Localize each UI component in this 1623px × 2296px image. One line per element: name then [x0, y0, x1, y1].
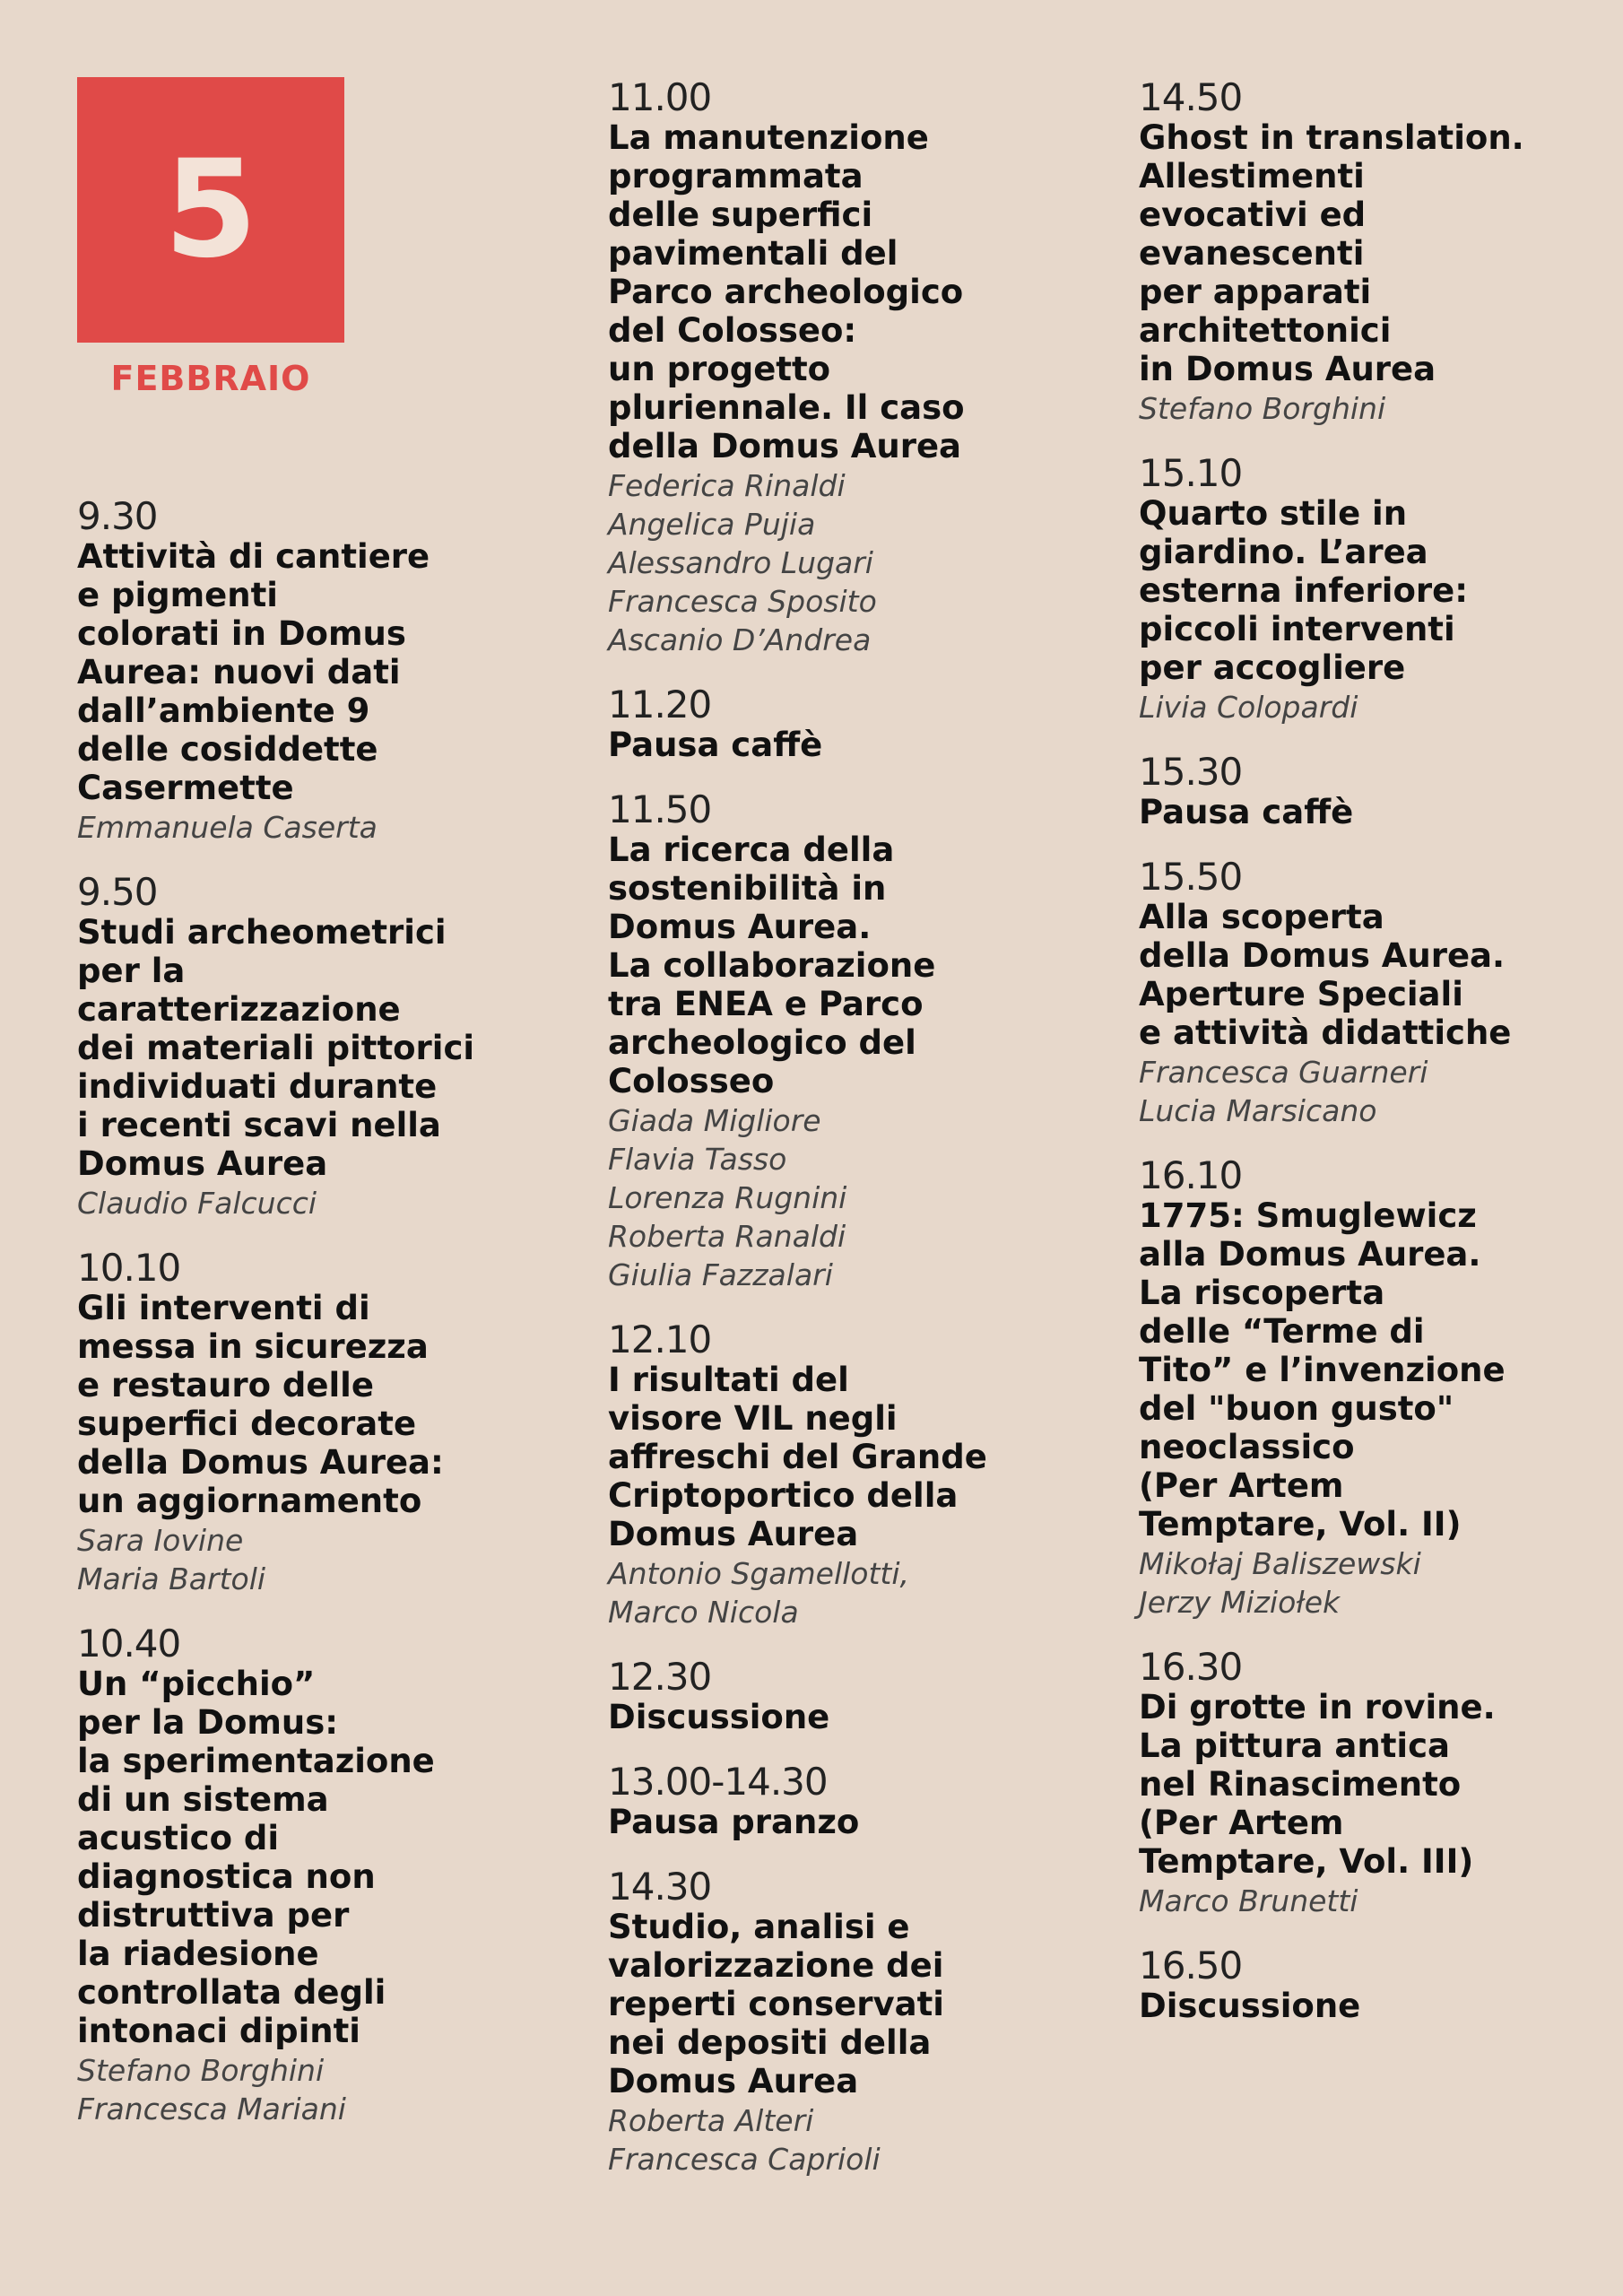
- entry-title: [1139, 118, 1605, 388]
- date-badge: [77, 77, 344, 343]
- entry-title-line: e pigmenti: [77, 576, 278, 614]
- entry-speakers: [77, 808, 525, 847]
- date-day: 5: [163, 132, 258, 288]
- entry-title-line: Tito” e l’invenzione: [1139, 1351, 1506, 1389]
- entry-title-line: Alla scoperta: [1139, 898, 1384, 936]
- entry-title-line: (Per Artem: [1139, 1804, 1344, 1842]
- entry-time: 11.00: [608, 75, 712, 119]
- entry-title-line: di un sistema: [77, 1780, 329, 1819]
- entry-speakers: [608, 466, 1074, 659]
- entry-title-line: del Colosseo:: [608, 311, 857, 350]
- speaker-name: Roberta Ranaldi: [608, 1219, 846, 1254]
- entry-title-line: intonaci dipinti: [77, 2012, 360, 2050]
- schedule-entry: [1139, 77, 1605, 428]
- entry-time: 11.20: [608, 683, 712, 726]
- entry-title-line: della Domus Aurea:: [77, 1443, 444, 1482]
- entry-title-line: architettonici: [1139, 311, 1392, 350]
- entry-title-line: reperti conservati: [608, 1985, 944, 2023]
- schedule-entry: [77, 496, 525, 847]
- entry-title-line: piccoli interventi: [1139, 610, 1455, 648]
- entry-speakers: [1139, 1053, 1605, 1130]
- entry-title-line: della Domus Aurea: [608, 427, 962, 465]
- entry-title-line: visore VIL negli: [608, 1399, 898, 1438]
- entry-title-line: la sperimentazione: [77, 1742, 435, 1780]
- entry-title-line: nel Rinascimento: [1139, 1765, 1462, 1804]
- date-month: FEBBRAIO: [110, 359, 311, 398]
- entry-title-line: Temptare, Vol. II): [1139, 1505, 1462, 1544]
- speaker-name: Marco Brunetti: [1139, 1883, 1358, 1918]
- entry-title: [608, 1361, 1074, 1553]
- entry-time: 15.10: [1139, 451, 1243, 495]
- schedule-entry: [1139, 1155, 1605, 1622]
- entry-title-line: del "buon gusto": [1139, 1389, 1454, 1428]
- entry-title: [1139, 793, 1605, 831]
- entry-time: 15.50: [1139, 855, 1243, 899]
- entry-title-line: sostenibilità in: [608, 869, 887, 908]
- schedule-entry: [608, 789, 1074, 1294]
- schedule-entry: [77, 1248, 525, 1598]
- entry-speakers: [77, 1521, 525, 1598]
- entry-title-line: giardino. L’area: [1139, 533, 1428, 571]
- entry-title-line: la riadesione: [77, 1935, 319, 1973]
- entry-speakers: [1139, 688, 1605, 726]
- entry-title: [77, 537, 525, 807]
- entry-title-line: La manutenzione: [608, 118, 929, 157]
- entry-title: [608, 726, 1074, 764]
- entry-speakers: [608, 2101, 1074, 2179]
- speaker-name: Antonio Sgamellotti,: [608, 1556, 910, 1591]
- speaker-name: Federica Rinaldi: [608, 468, 846, 503]
- schedule-entry: [1139, 453, 1605, 726]
- entry-time: 14.50: [1139, 75, 1243, 119]
- entry-title: [1139, 1688, 1605, 1881]
- entry-title-line: Casermette: [77, 769, 294, 807]
- entry-time: 12.30: [608, 1655, 712, 1699]
- entry-title-line: valorizzazione dei: [608, 1946, 944, 1985]
- speaker-name: Claudio Falcucci: [77, 1186, 317, 1221]
- entry-speakers: [1139, 389, 1605, 428]
- entry-title-line: delle superfici: [608, 196, 873, 234]
- entry-time: 9.30: [77, 494, 158, 538]
- entry-title-line: Domus Aurea: [608, 2062, 859, 2100]
- entry-title-line: in Domus Aurea: [1139, 350, 1436, 388]
- entry-title-line: Aurea: nuovi dati: [77, 653, 401, 691]
- entry-title-line: Di grotte in rovine.: [1139, 1688, 1496, 1726]
- entry-time: 10.40: [77, 1622, 181, 1665]
- entry-time: 16.30: [1139, 1645, 1243, 1689]
- speaker-name: Stefano Borghini: [1139, 391, 1386, 426]
- speaker-name: Maria Bartoli: [77, 1561, 266, 1596]
- entry-title-line: pavimentali del: [608, 234, 898, 273]
- entry-title-line: della Domus Aurea.: [1139, 936, 1506, 975]
- entry-speakers: [608, 1101, 1074, 1294]
- entry-time: 9.50: [77, 870, 158, 914]
- entry-speakers: [1139, 1882, 1605, 1920]
- schedule-entry: [77, 872, 525, 1222]
- entry-title-line: diagnostica non: [77, 1857, 376, 1896]
- speaker-name: Giulia Fazzalari: [608, 1257, 833, 1292]
- entry-title-line: superfici decorate: [77, 1405, 417, 1443]
- speaker-name: Sara Iovine: [77, 1523, 244, 1558]
- entry-title-line: delle cosiddette: [77, 730, 378, 769]
- speaker-name: Francesca Caprioli: [608, 2142, 881, 2177]
- entry-title-line: dei materiali pittorici: [77, 1029, 475, 1067]
- entry-title-line: un aggiornamento: [77, 1482, 422, 1520]
- entry-title-line: Un “picchio”: [77, 1665, 316, 1703]
- entry-title: [1139, 494, 1605, 687]
- entry-title-line: nei depositi della: [608, 2023, 932, 2062]
- speaker-name: Angelica Pujia: [608, 507, 816, 542]
- speaker-name: Francesca Sposito: [608, 584, 877, 619]
- entry-title-line: tra ENEA e Parco: [608, 985, 924, 1023]
- entry-title-line: pluriennale. Il caso: [608, 388, 965, 427]
- speaker-name: Giada Migliore: [608, 1103, 821, 1138]
- entry-title-line: Ghost in translation.: [1139, 118, 1524, 157]
- entry-title-line: Quarto stile in: [1139, 494, 1408, 533]
- entry-title-line: Discussione: [608, 1698, 830, 1736]
- entry-title-line: per apparati: [1139, 273, 1372, 311]
- entry-title-line: Attività di cantiere: [77, 537, 430, 576]
- entry-time: 14.30: [608, 1865, 712, 1909]
- entry-title-line: Allestimenti: [1139, 157, 1365, 196]
- entry-title-line: delle “Terme di: [1139, 1312, 1425, 1351]
- entry-title-line: Domus Aurea: [77, 1144, 328, 1183]
- entry-title-line: individuati durante: [77, 1067, 438, 1106]
- entry-title-line: per la: [77, 952, 186, 990]
- schedule-entry: [1139, 1945, 1605, 2025]
- entry-title-line: dall’ambiente 9: [77, 691, 370, 730]
- entry-title-line: Pausa caffè: [608, 726, 823, 764]
- schedule-entry: [608, 77, 1074, 659]
- entry-title: [608, 118, 1074, 465]
- entry-time: 16.50: [1139, 1944, 1243, 1987]
- entry-title-line: Pausa pranzo: [608, 1803, 860, 1841]
- schedule-entry: [608, 1866, 1074, 2179]
- speaker-name: Mikołaj Baliszewski: [1139, 1546, 1421, 1581]
- entry-title-line: i recenti scavi nella: [77, 1106, 441, 1144]
- entry-speakers: [1139, 1544, 1605, 1622]
- entry-title: [608, 831, 1074, 1100]
- entry-title: [1139, 898, 1605, 1052]
- entry-title-line: Criptoportico della: [608, 1476, 959, 1515]
- speaker-name: Stefano Borghini: [77, 2053, 325, 2088]
- schedule-entry: [1139, 752, 1605, 831]
- entry-title: [77, 913, 525, 1183]
- entry-title-line: Domus Aurea: [608, 1515, 859, 1553]
- entry-title-line: Studi archeometrici: [77, 913, 447, 952]
- speaker-name: Francesca Mariani: [77, 2092, 346, 2126]
- schedule-column-2: [608, 77, 1074, 2204]
- entry-title: [77, 1665, 525, 2050]
- entry-title-line: esterna inferiore:: [1139, 571, 1469, 610]
- entry-title-line: controllata degli: [77, 1973, 386, 2012]
- entry-speakers: [77, 1184, 525, 1222]
- entry-title: [77, 1289, 525, 1520]
- entry-title-line: Colosseo: [608, 1062, 775, 1100]
- entry-title-line: neoclassico: [1139, 1428, 1355, 1466]
- speaker-name: Lucia Marsicano: [1139, 1093, 1377, 1128]
- entry-speakers: [77, 2051, 525, 2128]
- speaker-name: Emmanuela Caserta: [77, 810, 378, 845]
- entry-title-line: La pittura antica: [1139, 1726, 1450, 1765]
- schedule-entry: [608, 1657, 1074, 1736]
- entry-title: [1139, 1196, 1605, 1544]
- entry-title-line: per la Domus:: [77, 1703, 339, 1742]
- entry-time: 16.10: [1139, 1153, 1243, 1197]
- entry-title-line: e attività didattiche: [1139, 1013, 1512, 1052]
- entry-title-line: messa in sicurezza: [77, 1327, 429, 1366]
- entry-title-line: per accogliere: [1139, 648, 1406, 687]
- entry-title-line: alla Domus Aurea.: [1139, 1235, 1481, 1274]
- schedule-column-3: [1139, 77, 1605, 2050]
- entry-title-line: (Per Artem: [1139, 1466, 1344, 1505]
- entry-title-line: Parco archeologico: [608, 273, 964, 311]
- entry-title-line: evanescenti: [1139, 234, 1365, 273]
- speaker-name: Lorenza Rugnini: [608, 1180, 847, 1215]
- entry-title-line: Studio, analisi e: [608, 1908, 910, 1946]
- entry-title-line: I risultati del: [608, 1361, 849, 1399]
- speaker-name: Ascanio D’Andrea: [608, 622, 872, 657]
- entry-title-line: evocativi ed: [1139, 196, 1367, 234]
- entry-title-line: distruttiva per: [77, 1896, 350, 1935]
- schedule-entry: [77, 1623, 525, 2128]
- entry-time: 10.10: [77, 1246, 181, 1290]
- entry-title-line: un progetto: [608, 350, 831, 388]
- speaker-name: Roberta Alteri: [608, 2103, 814, 2138]
- schedule-column-1: [77, 496, 525, 2153]
- entry-title-line: Pausa caffè: [1139, 793, 1354, 831]
- schedule-entry: [1139, 1647, 1605, 1920]
- entry-title-line: archeologico del: [608, 1023, 916, 1062]
- entry-title: [608, 1908, 1074, 2100]
- entry-title-line: 1775: Smuglewicz: [1139, 1196, 1477, 1235]
- speaker-name: Livia Colopardi: [1139, 690, 1358, 725]
- entry-title-line: affreschi del Grande: [608, 1438, 987, 1476]
- speaker-name: Jerzy Miziołek: [1139, 1585, 1341, 1620]
- entry-title-line: Domus Aurea.: [608, 908, 872, 946]
- entry-title-line: Discussione: [1139, 1987, 1361, 2025]
- entry-title-line: La riscoperta: [1139, 1274, 1385, 1312]
- entry-title-line: Gli interventi di: [77, 1289, 370, 1327]
- entry-time: 11.50: [608, 787, 712, 831]
- speaker-name: Flavia Tasso: [608, 1142, 787, 1177]
- entry-time: 12.10: [608, 1318, 712, 1361]
- speaker-name: Marco Nicola: [608, 1595, 799, 1630]
- entry-title-line: e restauro delle: [77, 1366, 374, 1405]
- speaker-name: Francesca Guarneri: [1139, 1055, 1428, 1090]
- entry-title-line: caratterizzazione: [77, 990, 401, 1029]
- entry-title: [608, 1698, 1074, 1736]
- entry-title-line: Aperture Speciali: [1139, 975, 1463, 1013]
- entry-title-line: colorati in Domus: [77, 614, 406, 653]
- entry-time: 13.00-14.30: [608, 1760, 828, 1804]
- entry-time: 15.30: [1139, 750, 1243, 794]
- speaker-name: Alessandro Lugari: [608, 545, 873, 580]
- entry-title-line: programmata: [608, 157, 864, 196]
- schedule-entry: [608, 1761, 1074, 1841]
- entry-title-line: La ricerca della: [608, 831, 895, 869]
- schedule-entry: [608, 1319, 1074, 1631]
- schedule-entry: [1139, 857, 1605, 1130]
- entry-title-line: La collaborazione: [608, 946, 936, 985]
- schedule-entry: [608, 684, 1074, 764]
- entry-title-line: Temptare, Vol. III): [1139, 1842, 1474, 1881]
- entry-title-line: acustico di: [77, 1819, 280, 1857]
- entry-title: [608, 1803, 1074, 1841]
- entry-speakers: [608, 1554, 1074, 1631]
- entry-title: [1139, 1987, 1605, 2025]
